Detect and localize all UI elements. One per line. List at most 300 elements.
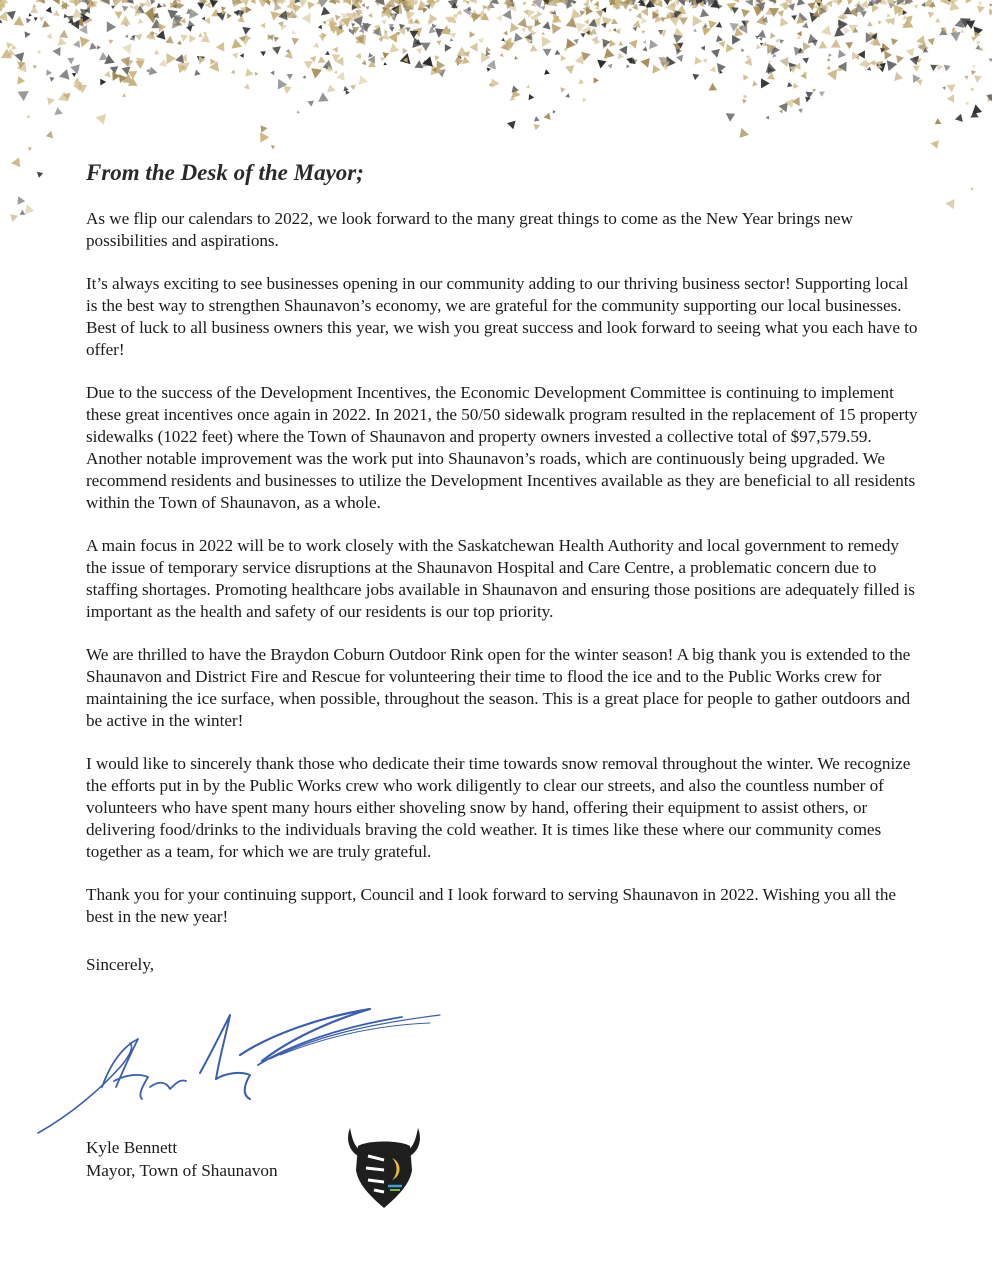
signature-stroke bbox=[114, 1075, 148, 1099]
confetti-piece bbox=[397, 32, 401, 36]
confetti-piece bbox=[734, 0, 740, 3]
confetti-piece bbox=[649, 40, 658, 50]
confetti-piece bbox=[650, 0, 655, 4]
confetti-piece bbox=[887, 60, 897, 71]
confetti-piece bbox=[668, 0, 672, 1]
confetti-piece bbox=[531, 2, 536, 7]
confetti-piece bbox=[454, 5, 459, 10]
confetti-piece bbox=[307, 1, 315, 9]
confetti-piece bbox=[149, 36, 153, 39]
confetti-piece bbox=[731, 7, 739, 14]
confetti-piece bbox=[407, 18, 414, 25]
confetti-piece bbox=[176, 20, 182, 26]
confetti-piece bbox=[421, 43, 431, 52]
confetti-piece bbox=[642, 30, 646, 34]
confetti-piece bbox=[609, 40, 616, 47]
confetti-piece bbox=[964, 75, 968, 79]
confetti-piece bbox=[902, 18, 913, 28]
confetti-piece bbox=[645, 2, 651, 8]
confetti-piece bbox=[280, 24, 287, 31]
confetti-piece bbox=[199, 3, 203, 7]
confetti-piece bbox=[627, 0, 633, 5]
confetti-piece bbox=[793, 83, 799, 89]
confetti-piece bbox=[779, 109, 783, 113]
confetti-piece bbox=[803, 42, 811, 51]
confetti-piece bbox=[337, 24, 342, 29]
confetti-piece bbox=[861, 5, 866, 10]
confetti-piece bbox=[50, 77, 55, 82]
confetti-piece bbox=[190, 10, 194, 14]
confetti-piece bbox=[286, 49, 290, 54]
confetti-piece bbox=[950, 0, 958, 4]
confetti-piece bbox=[978, 1, 983, 6]
confetti-piece bbox=[551, 18, 556, 23]
paragraph-4: A main focus in 2022 will be to work closely with the Saskatchewan Health Authority and local government to remedy the issue of temporary service disruptions at the Shaunavon Hospital and Care Centre, a problematic concern due to staffing shortages. Promoting healthcare jobs available in Shaunavon and ensuring those positions are adequately filled is important as the health and safety of our residents is our top priority. bbox=[86, 536, 915, 621]
confetti-piece bbox=[923, 48, 929, 53]
confetti-piece bbox=[422, 60, 430, 67]
confetti-piece bbox=[888, 17, 895, 25]
confetti-piece bbox=[543, 49, 552, 57]
confetti-piece bbox=[744, 58, 752, 66]
confetti-piece bbox=[947, 94, 955, 102]
confetti-piece bbox=[342, 0, 351, 5]
confetti-piece bbox=[940, 0, 950, 5]
confetti-piece bbox=[767, 44, 776, 54]
confetti-piece bbox=[322, 60, 332, 70]
confetti-piece bbox=[321, 7, 330, 16]
confetti-piece bbox=[140, 3, 145, 8]
confetti-piece bbox=[710, 66, 716, 72]
confetti-piece bbox=[14, 52, 24, 62]
confetti-piece bbox=[674, 10, 682, 19]
confetti-piece bbox=[785, 0, 792, 5]
confetti-piece bbox=[783, 2, 791, 10]
confetti-piece bbox=[504, 0, 514, 7]
confetti-piece bbox=[744, 94, 748, 99]
confetti-piece bbox=[53, 0, 60, 5]
confetti-piece bbox=[404, 6, 408, 9]
confetti-piece bbox=[743, 74, 749, 80]
confetti-piece bbox=[789, 66, 797, 73]
confetti-piece bbox=[558, 0, 567, 5]
confetti-piece bbox=[180, 18, 185, 24]
confetti-piece bbox=[453, 14, 458, 19]
confetti-piece bbox=[234, 10, 240, 16]
confetti-piece bbox=[473, 9, 477, 13]
confetti-piece bbox=[773, 53, 777, 58]
confetti-piece bbox=[584, 19, 589, 25]
confetti-piece bbox=[239, 35, 246, 43]
confetti-piece bbox=[389, 13, 398, 21]
confetti-piece bbox=[708, 0, 718, 5]
confetti-piece bbox=[597, 60, 606, 69]
confetti-piece bbox=[346, 90, 350, 95]
confetti-piece bbox=[555, 16, 559, 21]
confetti-piece bbox=[633, 59, 638, 64]
confetti-piece bbox=[17, 62, 27, 73]
confetti-piece bbox=[29, 13, 32, 16]
confetti-piece bbox=[701, 46, 706, 51]
confetti-piece bbox=[313, 42, 319, 48]
confetti-piece bbox=[921, 2, 925, 7]
confetti-piece bbox=[266, 1, 271, 6]
confetti-piece bbox=[544, 69, 550, 75]
confetti-piece bbox=[405, 11, 415, 21]
confetti-piece bbox=[233, 0, 242, 4]
confetti-piece bbox=[287, 74, 293, 80]
confetti-piece bbox=[146, 30, 155, 39]
confetti-piece bbox=[798, 48, 804, 54]
confetti-piece bbox=[210, 59, 216, 65]
confetti-piece bbox=[807, 2, 815, 10]
confetti-piece bbox=[808, 34, 818, 44]
signature-block bbox=[86, 1136, 278, 1182]
confetti-piece bbox=[583, 98, 587, 102]
confetti-piece bbox=[917, 58, 922, 63]
confetti-piece bbox=[260, 132, 269, 143]
confetti-piece bbox=[440, 25, 450, 35]
confetti-piece bbox=[827, 58, 831, 61]
confetti-piece bbox=[437, 61, 445, 71]
confetti-piece bbox=[94, 0, 99, 5]
confetti-piece bbox=[490, 0, 499, 4]
confetti-piece bbox=[870, 36, 881, 47]
confetti-piece bbox=[334, 0, 340, 3]
confetti-piece bbox=[916, 79, 922, 85]
confetti-piece bbox=[698, 1, 704, 7]
signature-stroke bbox=[150, 1080, 186, 1089]
confetti-piece bbox=[246, 35, 252, 41]
confetti-piece bbox=[894, 72, 903, 81]
confetti-piece bbox=[242, 27, 250, 35]
confetti-piece bbox=[602, 39, 610, 48]
confetti-piece bbox=[755, 36, 759, 40]
confetti-piece bbox=[960, 29, 964, 33]
confetti-piece bbox=[717, 4, 722, 10]
confetti-piece bbox=[75, 18, 84, 27]
confetti-piece bbox=[285, 51, 293, 59]
confetti-piece bbox=[11, 157, 20, 167]
confetti-piece bbox=[616, 5, 621, 10]
confetti-piece bbox=[673, 34, 682, 43]
confetti-piece bbox=[581, 33, 586, 37]
confetti-piece bbox=[112, 72, 120, 81]
confetti-piece bbox=[318, 0, 329, 8]
confetti-piece bbox=[506, 0, 515, 9]
confetti-piece bbox=[197, 56, 205, 64]
confetti-piece bbox=[871, 0, 877, 6]
confetti-piece bbox=[456, 10, 461, 16]
confetti-piece bbox=[942, 27, 947, 32]
confetti-piece bbox=[114, 11, 123, 19]
confetti-piece bbox=[262, 0, 269, 4]
confetti-piece bbox=[526, 26, 533, 32]
confetti-piece bbox=[90, 44, 94, 48]
confetti-piece bbox=[887, 0, 895, 5]
confetti-piece bbox=[769, 0, 776, 3]
confetti-piece bbox=[335, 57, 343, 66]
confetti-piece bbox=[404, 1, 414, 10]
confetti-piece bbox=[227, 13, 232, 19]
confetti-piece bbox=[942, 86, 946, 90]
confetti-piece bbox=[34, 17, 38, 21]
confetti-piece bbox=[318, 92, 328, 101]
confetti-piece bbox=[231, 70, 235, 74]
confetti-piece bbox=[150, 6, 156, 12]
confetti-piece bbox=[260, 23, 265, 29]
confetti-piece bbox=[53, 10, 60, 16]
confetti-piece bbox=[240, 53, 244, 58]
confetti-piece bbox=[673, 44, 683, 53]
confetti-piece bbox=[489, 83, 493, 87]
confetti-piece bbox=[838, 50, 846, 59]
confetti-piece bbox=[451, 2, 458, 8]
confetti-piece bbox=[775, 38, 779, 42]
confetti-piece bbox=[122, 6, 129, 12]
confetti-piece bbox=[149, 67, 158, 76]
confetti-piece bbox=[122, 74, 133, 84]
confetti-piece bbox=[903, 15, 909, 20]
confetti-piece bbox=[913, 74, 921, 83]
confetti-piece bbox=[46, 131, 54, 139]
confetti-piece bbox=[566, 38, 576, 49]
confetti-piece bbox=[530, 13, 538, 22]
confetti-piece bbox=[596, 10, 604, 18]
confetti-piece bbox=[78, 85, 87, 93]
confetti-piece bbox=[336, 72, 345, 81]
confetti-piece bbox=[304, 61, 313, 69]
confetti-piece bbox=[695, 4, 699, 8]
confetti-piece bbox=[780, 57, 789, 67]
confetti-piece bbox=[14, 16, 25, 26]
confetti-piece bbox=[292, 38, 300, 45]
confetti-piece bbox=[952, 29, 958, 35]
confetti-piece bbox=[365, 6, 369, 10]
confetti-piece bbox=[501, 38, 505, 42]
confetti-piece bbox=[656, 0, 661, 3]
confetti-piece bbox=[199, 0, 207, 3]
confetti-piece bbox=[413, 0, 418, 5]
confetti-piece bbox=[134, 8, 142, 17]
confetti-piece bbox=[368, 56, 375, 64]
confetti-piece bbox=[393, 5, 402, 15]
confetti-piece bbox=[804, 71, 808, 75]
confetti-piece bbox=[870, 60, 875, 66]
confetti-piece bbox=[561, 55, 567, 62]
confetti-piece bbox=[837, 0, 843, 5]
confetti-piece bbox=[702, 58, 707, 63]
confetti-piece bbox=[33, 65, 37, 69]
confetti-piece bbox=[866, 32, 875, 42]
confetti-piece bbox=[970, 110, 978, 117]
confetti-piece bbox=[710, 0, 720, 8]
confetti-piece bbox=[555, 50, 561, 55]
confetti-piece bbox=[692, 5, 696, 9]
confetti-piece bbox=[549, 10, 553, 15]
confetti-piece bbox=[130, 36, 135, 41]
confetti-piece bbox=[841, 23, 847, 28]
confetti-piece bbox=[521, 28, 525, 33]
confetti-piece bbox=[385, 0, 396, 8]
confetti-piece bbox=[672, 13, 677, 18]
confetti-piece bbox=[335, 15, 341, 21]
confetti-piece bbox=[292, 30, 296, 34]
confetti-piece bbox=[250, 0, 255, 4]
confetti-piece bbox=[90, 1, 95, 5]
confetti-piece bbox=[388, 32, 397, 43]
confetti-piece bbox=[80, 9, 89, 17]
confetti-piece bbox=[619, 46, 627, 55]
confetti-piece bbox=[683, 0, 689, 2]
confetti-piece bbox=[709, 83, 718, 91]
confetti-piece bbox=[390, 43, 400, 52]
confetti-piece bbox=[777, 10, 784, 17]
confetti-piece bbox=[913, 66, 920, 72]
confetti-piece bbox=[318, 56, 326, 63]
confetti-piece bbox=[68, 18, 74, 24]
confetti-piece bbox=[928, 12, 935, 18]
confetti-piece bbox=[375, 2, 380, 7]
confetti-piece bbox=[258, 0, 268, 8]
confetti-piece bbox=[154, 13, 160, 19]
confetti-piece bbox=[341, 13, 349, 21]
confetti-piece bbox=[697, 0, 705, 5]
confetti-piece bbox=[581, 52, 590, 61]
confetti-piece bbox=[328, 17, 337, 25]
confetti-piece bbox=[625, 0, 631, 4]
confetti-piece bbox=[523, 10, 528, 15]
confetti-piece bbox=[1, 49, 12, 59]
confetti-piece bbox=[432, 67, 438, 73]
confetti-piece bbox=[974, 26, 984, 36]
confetti-piece bbox=[518, 18, 527, 28]
confetti-piece bbox=[659, 30, 667, 38]
confetti-piece bbox=[819, 5, 826, 13]
confetti-piece bbox=[759, 0, 765, 4]
confetti-piece bbox=[59, 30, 68, 38]
confetti-piece bbox=[670, 17, 678, 25]
confetti-piece bbox=[840, 15, 844, 19]
confetti-piece bbox=[478, 38, 484, 44]
confetti-piece bbox=[869, 32, 875, 38]
confetti-piece bbox=[898, 7, 907, 17]
confetti-piece bbox=[675, 1, 681, 6]
confetti-piece bbox=[168, 10, 179, 20]
confetti-piece bbox=[806, 92, 814, 99]
confetti-piece bbox=[899, 8, 903, 11]
confetti-piece bbox=[72, 8, 83, 18]
confetti-piece bbox=[486, 51, 491, 56]
confetti-piece bbox=[837, 66, 843, 71]
confetti-piece bbox=[483, 5, 488, 10]
confetti-piece bbox=[977, 41, 980, 45]
confetti-piece bbox=[174, 15, 182, 22]
confetti-piece bbox=[930, 65, 937, 71]
confetti-piece bbox=[503, 0, 512, 5]
confetti-piece bbox=[286, 0, 296, 11]
confetti-piece bbox=[135, 61, 145, 69]
confetti-piece bbox=[858, 51, 865, 59]
confetti-piece bbox=[658, 30, 663, 35]
confetti-piece bbox=[914, 4, 919, 9]
confetti-piece bbox=[768, 60, 772, 64]
confetti-piece bbox=[112, 0, 117, 4]
confetti-piece bbox=[854, 1, 862, 9]
confetti-piece bbox=[391, 0, 400, 5]
confetti-piece bbox=[327, 84, 335, 92]
confetti-piece bbox=[200, 34, 210, 43]
confetti-piece bbox=[525, 33, 533, 41]
confetti-piece bbox=[769, 8, 779, 17]
confetti-piece bbox=[104, 71, 110, 78]
confetti-piece bbox=[716, 22, 723, 28]
confetti-piece bbox=[463, 0, 468, 3]
confetti-piece bbox=[906, 15, 913, 22]
confetti-piece bbox=[692, 0, 702, 7]
confetti-piece bbox=[867, 67, 871, 71]
confetti-piece bbox=[913, 56, 919, 63]
confetti-piece bbox=[827, 69, 837, 80]
confetti-piece bbox=[271, 145, 275, 149]
confetti-piece bbox=[216, 12, 225, 21]
confetti-piece bbox=[391, 5, 399, 14]
confetti-piece bbox=[726, 44, 734, 53]
confetti-piece bbox=[456, 47, 467, 57]
confetti-piece bbox=[643, 47, 648, 52]
confetti-piece bbox=[512, 89, 521, 98]
confetti-piece bbox=[418, 0, 427, 9]
confetti-piece bbox=[425, 4, 431, 10]
confetti-piece bbox=[380, 36, 385, 41]
confetti-piece bbox=[893, 4, 903, 15]
confetti-piece bbox=[702, 27, 711, 36]
confetti-piece bbox=[763, 42, 768, 47]
confetti-piece bbox=[241, 0, 250, 6]
confetti-piece bbox=[761, 78, 770, 88]
confetti-piece bbox=[17, 196, 25, 205]
confetti-piece bbox=[627, 65, 630, 69]
confetti-piece bbox=[629, 9, 633, 13]
confetti-piece bbox=[87, 0, 97, 8]
confetti-piece bbox=[986, 94, 992, 102]
confetti-piece bbox=[99, 0, 108, 4]
confetti-piece bbox=[802, 22, 808, 28]
confetti-piece bbox=[652, 0, 656, 3]
confetti-piece bbox=[884, 51, 892, 60]
confetti-piece bbox=[779, 1, 788, 10]
confetti-piece bbox=[25, 31, 31, 38]
confetti-piece bbox=[466, 1, 470, 5]
confetti-piece bbox=[178, 2, 184, 9]
confetti-piece bbox=[840, 12, 848, 19]
handwritten-signature bbox=[30, 995, 450, 1145]
confetti-piece bbox=[59, 69, 70, 80]
confetti-piece bbox=[389, 27, 394, 32]
confetti-piece bbox=[756, 15, 766, 25]
confetti-piece bbox=[547, 0, 558, 6]
confetti-piece bbox=[537, 11, 543, 17]
confetti-piece bbox=[339, 20, 343, 23]
confetti-piece bbox=[52, 47, 60, 56]
confetti-piece bbox=[278, 0, 286, 5]
confetti-piece bbox=[608, 0, 616, 6]
confetti-piece bbox=[820, 3, 829, 12]
confetti-piece bbox=[819, 41, 828, 49]
confetti-piece bbox=[560, 87, 566, 93]
confetti-piece bbox=[660, 61, 670, 70]
confetti-piece bbox=[531, 30, 537, 37]
confetti-piece bbox=[165, 36, 173, 44]
